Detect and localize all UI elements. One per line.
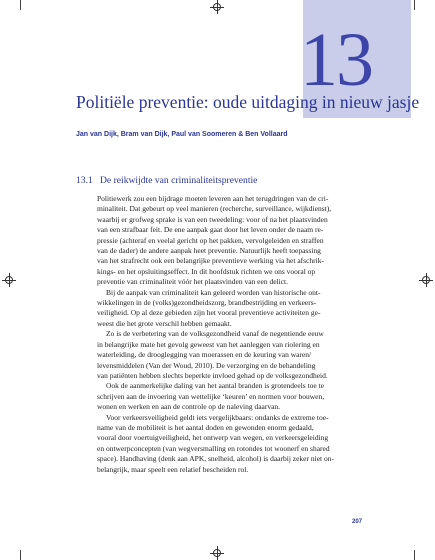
text-line: en ontwerpconcepten (van wegversmalling en rotondes tot woonerf en shared [97, 443, 330, 453]
text-line: veiligheid. Op al deze gebieden zijn het vooral preventieve activiteiten ge- [97, 308, 321, 318]
text-line: Ook de aanmerkelijke daling van het aantal branden is grotendeels toe te [106, 381, 325, 391]
registration-mark-top [210, 0, 224, 14]
crop-mark-bottom-left [20, 550, 21, 560]
text-line: kings- en het opsluitingseffect. In dit hoofdstuk richten we ons vooral op [97, 266, 316, 276]
text-line: space). Handhaving (denk aan APK, snelheid, alcohol) is daarbij zeker niet on- [97, 454, 335, 464]
text-line: Bij de aanpak van criminaliteit kan geleerd worden van historische ont- [106, 287, 321, 297]
body-text [97, 194, 372, 475]
text-line: pressie (achteraf en veelal gericht op het pakken, vervolgeleiden en straffen [97, 235, 324, 245]
paragraph [97, 288, 372, 330]
chapter-number: 13 [300, 18, 372, 102]
paragraph [97, 194, 372, 288]
text-line: preventie van criminaliteit vóór het plaatsvinden van een delict. [97, 277, 288, 287]
crop-mark-top-right [414, 0, 415, 10]
crop-mark-bottom-right [414, 550, 415, 560]
text-line: van een strafbaar feit. De ene aanpak gaat door het leven onder de naam re- [97, 225, 324, 235]
text-line: schrijven aan de invoering van wettelijke ‘keuren’ en normen voor bouwen, [97, 391, 325, 401]
text-line: belangrijk, maar speelt een relatief bescheiden rol. [97, 464, 249, 474]
text-line: van de dader) de andere aanpak heet preventie. Natuurlijk heeft toepassing [97, 246, 321, 256]
section-number: 13.1 [76, 175, 93, 186]
paragraph [97, 329, 372, 381]
page-number: 207 [352, 519, 363, 525]
chapter-authors: Jan van Dijk, Bram van Dijk, Paul van Soomeren & Ben Vollaard [76, 131, 288, 138]
text-line: Zo is de verbetering van de volksgezondheid vanaf de negentiende eeuw [106, 329, 324, 339]
text-line: levensmiddelen (Van der Woud, 2010). De verzorging en de behandeling [97, 360, 316, 370]
text-line: in belangrijke mate het gevolg geweest van het aanleggen van riolering en [97, 339, 320, 349]
text-line: wonen en werken en aan de controle op de naleving daarvan. [97, 402, 281, 412]
registration-mark-right [419, 273, 433, 287]
section-heading [76, 175, 257, 186]
text-line: waterleiding, de drooglegging van moerassen en de keuring van waren/ [97, 350, 312, 360]
crop-mark-top-left [20, 0, 21, 10]
text-line: vooral door voertuigveiligheid, het ontwerp van wegen, en verkeersgeleiding [97, 433, 329, 443]
paragraph [97, 381, 372, 412]
text-line: van het strafrecht ook een belangrijke preventieve werking via het afschrik- [97, 256, 324, 266]
text-line: van patiënten hebben slechts beperkte invloed gehad op de volksgezondheid. [97, 370, 328, 380]
text-line: Voor verkeersveiligheid geldt iets vergelijkbaars: ondanks de extreme toe- [106, 412, 329, 422]
registration-mark-bottom [210, 546, 224, 560]
text-line: wikkelingen in de (volks)gezondheidszorg, brandbestrijding en verkeers- [97, 298, 317, 308]
text-line: name van de mobiliteit is het aantal doden en gewonden enorm gedaald, [97, 422, 314, 432]
registration-mark-left [2, 273, 16, 287]
text-line: minaliteit. Dat gebeurt op veel manieren (recherche, surveillance, wijkdienst), [97, 204, 332, 214]
text-line: Politiewerk zou een bijdrage moeten leveren aan het terugdringen van de cri- [97, 194, 329, 203]
section-title: De reikwijdte van criminaliteitspreventie [100, 175, 258, 186]
text-line: waarbij er grofweg sprake is van een tweedeling: voor of na het plaatsvinden [97, 214, 328, 224]
text-line: weest die het grote verschil hebben gemaakt. [97, 318, 232, 328]
paragraph [97, 413, 372, 475]
chapter-title: Politiële preventie: oude uitdaging in nieuw jasje [76, 92, 420, 112]
